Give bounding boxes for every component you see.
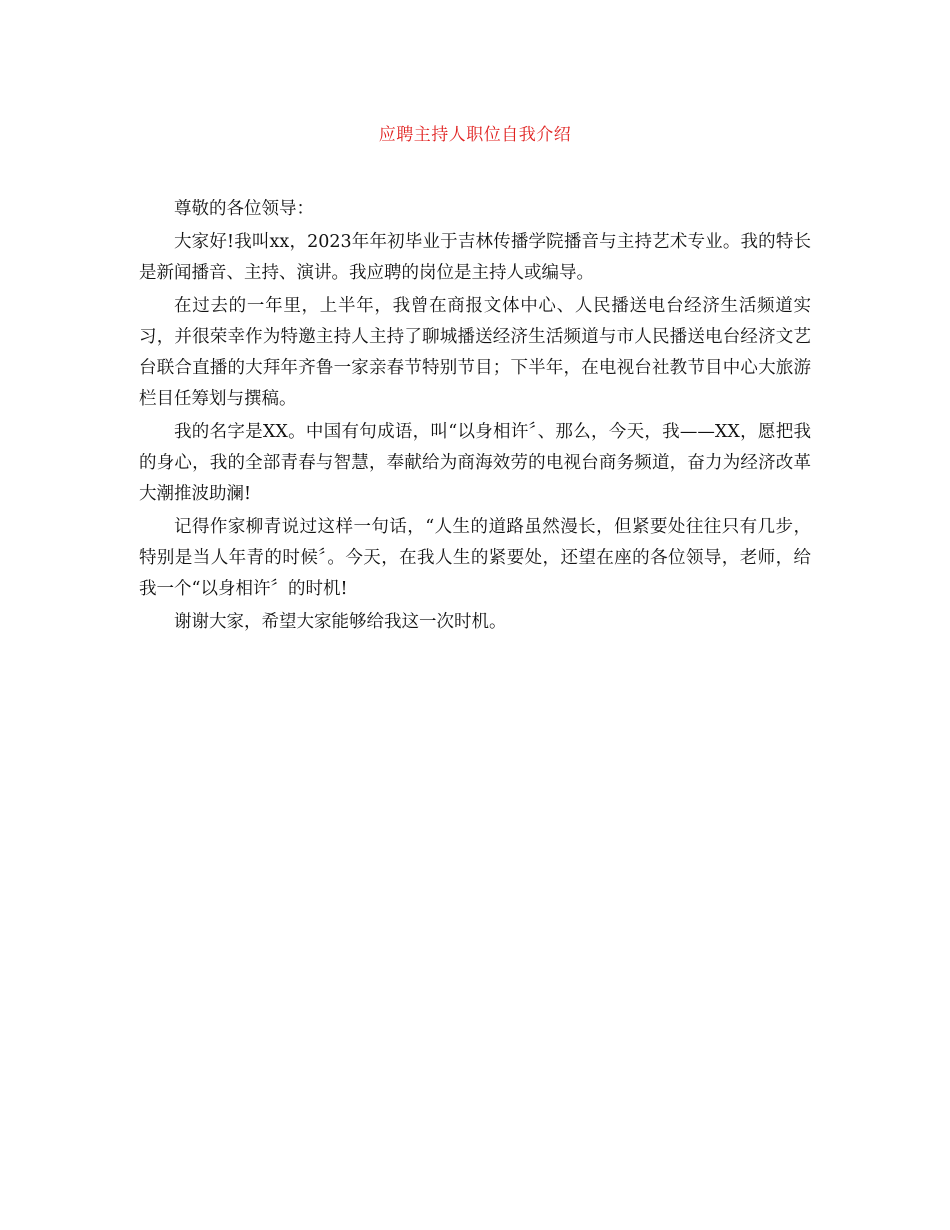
quote-paragraph: 记得作家柳青说过这样一句话，“人生的道路虽然漫长，但紧要处往往只有几步，特别是当人年青的时候〞。今天，在我人生的紧要处，还望在座的各位领导，老师，给我一个“以身相许〞的时机! <box>139 517 811 599</box>
closing-paragraph: 谢谢大家，希望大家能够给我这一次时机。 <box>174 612 507 632</box>
document-body <box>139 194 811 640</box>
document-title: 应聘主持人职位自我介绍 <box>378 125 572 145</box>
commitment-paragraph: 我的名字是XX。中国有句成语，叫“以身相许〞、那么，今天，我——XX，愿把我的身心，我的全部青春与智慧，奉献给为商海效劳的电视台商务频道，奋力为经济改革大潮推波助澜! <box>139 422 811 504</box>
salutation-paragraph: 尊敬的各位领导： <box>174 199 314 219</box>
introduction-paragraph: 大家好!我叫xx，2023年年初毕业于吉林传播学院播音与主持艺术专业。我的特长是新闻播音、主持、演讲。我应聘的岗位是主持人或编导。 <box>139 232 811 283</box>
experience-paragraph: 在过去的一年里，上半年，我曾在商报文体中心、人民播送电台经济生活频道实习，并很荣幸作为特邀主持人主持了聊城播送经济生活频道与市人民播送电台经济文艺台联合直播的大拜年齐鲁一家亲春节特别节目；下半年，在电视台社教节目中心大旅游栏目任筹划与撰稿。 <box>139 296 811 409</box>
